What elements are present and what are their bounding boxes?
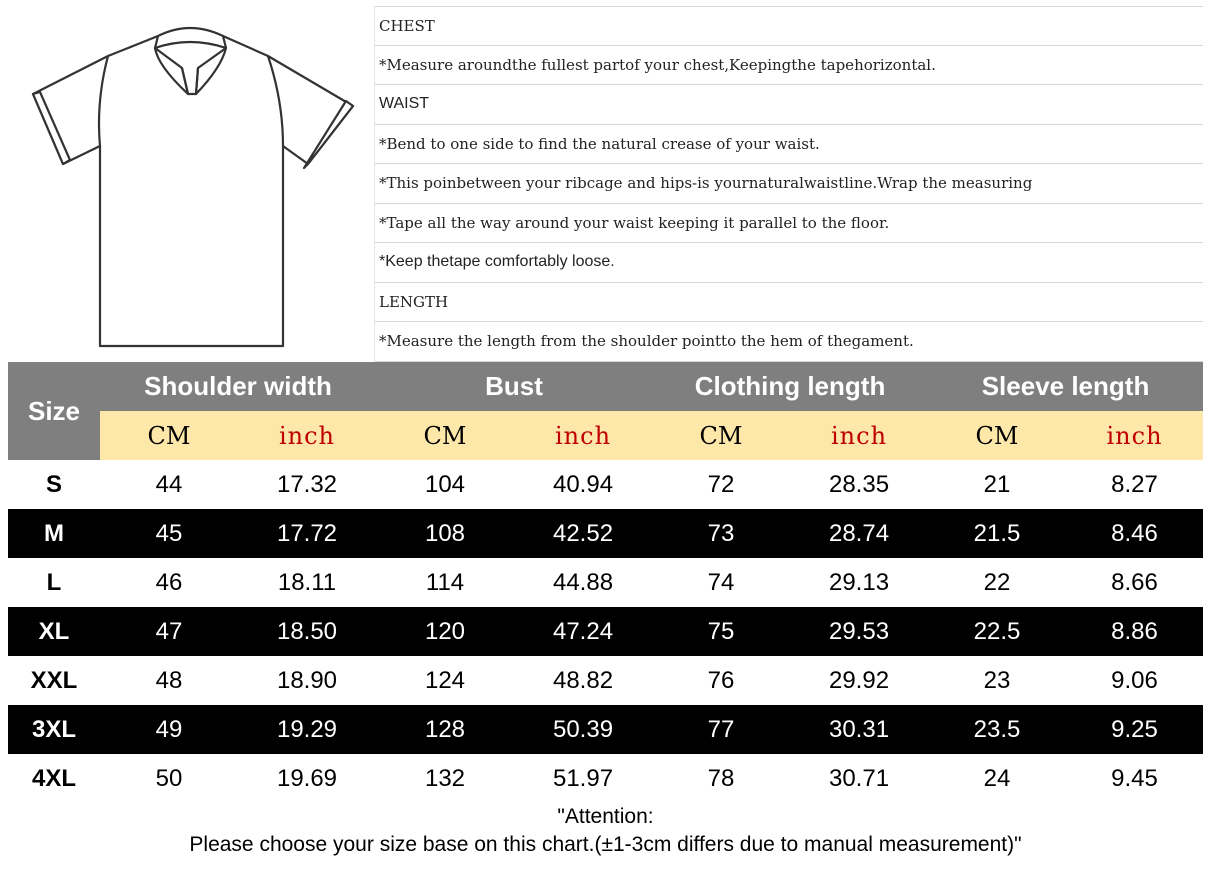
unit-cm: CM bbox=[652, 411, 790, 460]
bust-cm-cell: 104 bbox=[376, 460, 514, 509]
instruction-waist-heading: WAIST bbox=[374, 85, 1203, 125]
length-inch-cell: 30.31 bbox=[790, 705, 928, 754]
shoulder-inch-cell: 19.69 bbox=[238, 754, 376, 803]
unit-cm: CM bbox=[928, 411, 1066, 460]
length-cm-cell: 75 bbox=[652, 607, 790, 656]
bust-inch-cell: 44.88 bbox=[514, 558, 652, 607]
bust-inch-cell: 51.97 bbox=[514, 754, 652, 803]
sleeve-length-header: Sleeve length bbox=[928, 362, 1203, 411]
size-cell: XL bbox=[8, 607, 100, 656]
bust-inch-cell: 47.24 bbox=[514, 607, 652, 656]
shoulder-inch-cell: 17.32 bbox=[238, 460, 376, 509]
bust-inch-cell: 48.82 bbox=[514, 656, 652, 705]
size-cell: S bbox=[8, 460, 100, 509]
shoulder-cm-cell: 44 bbox=[100, 460, 238, 509]
table-row bbox=[8, 460, 1203, 509]
length-inch-cell: 29.53 bbox=[790, 607, 928, 656]
size-cell: L bbox=[8, 558, 100, 607]
bust-cm-cell: 128 bbox=[376, 705, 514, 754]
polo-shirt-illustration bbox=[8, 6, 374, 360]
shoulder-inch-cell: 18.90 bbox=[238, 656, 376, 705]
sleeve-cm-cell: 22 bbox=[928, 558, 1066, 607]
table-row bbox=[8, 754, 1203, 803]
sleeve-inch-cell: 8.27 bbox=[1066, 460, 1203, 509]
sleeve-cm-cell: 24 bbox=[928, 754, 1066, 803]
shoulder-cm-cell: 48 bbox=[100, 656, 238, 705]
bust-header: Bust bbox=[376, 362, 652, 411]
instruction-waist-1: *Bend to one side to find the natural crease of your waist. bbox=[374, 125, 1203, 165]
sleeve-cm-cell: 21 bbox=[928, 460, 1066, 509]
sleeve-inch-cell: 9.06 bbox=[1066, 656, 1203, 705]
size-cell: 3XL bbox=[8, 705, 100, 754]
shoulder-width-header: Shoulder width bbox=[100, 362, 376, 411]
instruction-length: *Measure the length from the shoulder pointto the hem of thegament. bbox=[374, 322, 1203, 362]
clothing-length-header: Clothing length bbox=[652, 362, 928, 411]
unit-cm: CM bbox=[376, 411, 514, 460]
bust-inch-cell: 42.52 bbox=[514, 509, 652, 558]
length-cm-cell: 74 bbox=[652, 558, 790, 607]
table-header-row bbox=[8, 362, 1203, 411]
shoulder-inch-cell: 18.11 bbox=[238, 558, 376, 607]
length-cm-cell: 72 bbox=[652, 460, 790, 509]
size-cell: 4XL bbox=[8, 754, 100, 803]
length-inch-cell: 29.92 bbox=[790, 656, 928, 705]
shoulder-inch-cell: 19.29 bbox=[238, 705, 376, 754]
table-row bbox=[8, 558, 1203, 607]
instruction-chest: *Measure aroundthe fullest partof your chest,Keepingthe tapehorizontal. bbox=[374, 46, 1203, 86]
length-cm-cell: 73 bbox=[652, 509, 790, 558]
shoulder-cm-cell: 50 bbox=[100, 754, 238, 803]
unit-inch: inch bbox=[514, 411, 652, 460]
table-row bbox=[8, 607, 1203, 656]
unit-inch: inch bbox=[238, 411, 376, 460]
size-column-header: Size bbox=[8, 362, 100, 460]
instruction-waist-4: *Keep thetape comfortably loose. bbox=[374, 243, 1203, 283]
shoulder-cm-cell: 49 bbox=[100, 705, 238, 754]
attention-line-2: Please choose your size base on this chart.(±1-3cm differs due to manual measurement)" bbox=[189, 833, 1022, 856]
shoulder-inch-cell: 17.72 bbox=[238, 509, 376, 558]
length-cm-cell: 76 bbox=[652, 656, 790, 705]
unit-header-row bbox=[8, 411, 1203, 460]
shoulder-cm-cell: 45 bbox=[100, 509, 238, 558]
unit-inch: inch bbox=[790, 411, 928, 460]
shoulder-cm-cell: 46 bbox=[100, 558, 238, 607]
sleeve-cm-cell: 23 bbox=[928, 656, 1066, 705]
instruction-length-heading: LENGTH bbox=[374, 283, 1203, 323]
instruction-waist-2: *This poinbetween your ribcage and hips-is yournaturalwaistline.Wrap the measuring bbox=[374, 164, 1203, 204]
sleeve-cm-cell: 22.5 bbox=[928, 607, 1066, 656]
unit-inch: inch bbox=[1066, 411, 1203, 460]
sleeve-cm-cell: 21.5 bbox=[928, 509, 1066, 558]
bust-cm-cell: 108 bbox=[376, 509, 514, 558]
bust-inch-cell: 40.94 bbox=[514, 460, 652, 509]
length-inch-cell: 29.13 bbox=[790, 558, 928, 607]
length-inch-cell: 28.74 bbox=[790, 509, 928, 558]
bust-inch-cell: 50.39 bbox=[514, 705, 652, 754]
sleeve-inch-cell: 8.86 bbox=[1066, 607, 1203, 656]
instruction-waist-3: *Tape all the way around your waist keeping it parallel to the floor. bbox=[374, 204, 1203, 244]
length-inch-cell: 28.35 bbox=[790, 460, 928, 509]
bust-cm-cell: 114 bbox=[376, 558, 514, 607]
bust-cm-cell: 120 bbox=[376, 607, 514, 656]
size-cell: XXL bbox=[8, 656, 100, 705]
unit-cm: CM bbox=[100, 411, 238, 460]
length-cm-cell: 78 bbox=[652, 754, 790, 803]
sleeve-inch-cell: 9.25 bbox=[1066, 705, 1203, 754]
table-row bbox=[8, 656, 1203, 705]
shoulder-cm-cell: 47 bbox=[100, 607, 238, 656]
table-row bbox=[8, 509, 1203, 558]
bust-cm-cell: 132 bbox=[376, 754, 514, 803]
size-chart-table bbox=[8, 362, 1203, 803]
bust-cm-cell: 124 bbox=[376, 656, 514, 705]
polo-shirt-icon bbox=[8, 6, 374, 360]
attention-line-1: "Attention: bbox=[557, 805, 654, 828]
shoulder-inch-cell: 18.50 bbox=[238, 607, 376, 656]
sleeve-inch-cell: 8.46 bbox=[1066, 509, 1203, 558]
instruction-chest-heading: CHEST bbox=[374, 6, 1203, 46]
measurement-instructions bbox=[374, 6, 1203, 362]
sleeve-cm-cell: 23.5 bbox=[928, 705, 1066, 754]
attention-note bbox=[8, 803, 1203, 863]
measurement-guide bbox=[0, 0, 1209, 362]
size-cell: M bbox=[8, 509, 100, 558]
length-inch-cell: 30.71 bbox=[790, 754, 928, 803]
sleeve-inch-cell: 8.66 bbox=[1066, 558, 1203, 607]
sleeve-inch-cell: 9.45 bbox=[1066, 754, 1203, 803]
length-cm-cell: 77 bbox=[652, 705, 790, 754]
table-row bbox=[8, 705, 1203, 754]
